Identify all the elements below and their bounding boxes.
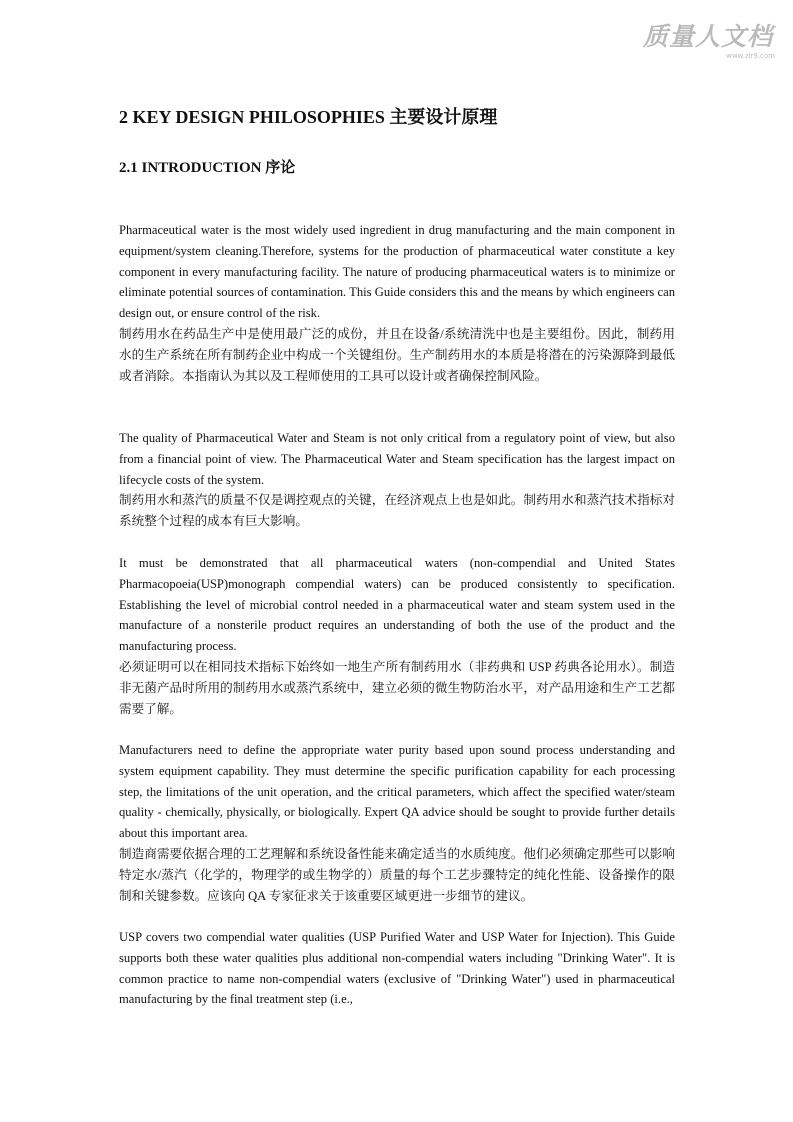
paragraph-5-english: USP covers two compendial water qualities (USP Purified Water and USP Water for Injection). This Guide supports both these water qualities plus additional non-compendial waters including "Drinking Water". It is common practice to name non-compendial waters (exclusive of "Drinking Water") used in pharmaceutical manufacturing by the final treatment step (i.e., — [119, 930, 675, 1007]
paragraph-3 — [119, 553, 675, 719]
section-title: 2 KEY DESIGN PHILOSOPHIES 主要设计原理 — [119, 107, 498, 127]
watermark-logo — [643, 22, 781, 68]
paragraph-1-english: Pharmaceutical water is the most widely used ingredient in drug manufacturing and the main component in equipment/system cleaning.Therefore, systems for the production of pharmaceutical water constitute a key component in every manufacturing facility. The nature of producing pharmaceutical waters is to minimize or eliminate potential sources of contamination. This Guide considers this and the means by which engineers can design out, or ensure control of the risk. — [119, 223, 675, 321]
paragraph-1 — [119, 220, 675, 386]
paragraph-4-english: Manufacturers need to define the appropriate water purity based upon sound process understanding and system equipment capability. They must determine the specific purification capability for each processing step, the limitations of the unit operation, and the critical parameters, which affect the specified water/steam quality - chemically, physically, or biologically. Expert QA advice should be sought to provide further details about this important area. — [119, 743, 675, 841]
watermark-site: www.zlr9.com — [726, 52, 775, 60]
paragraph-2-chinese: 制药用水和蒸汽的质量不仅是调控观点的关键，在经济观点上也是如此。制药用水和蒸汽技术指标对系统整个过程的成本有巨大影响。 — [119, 493, 675, 529]
subsection-title: 2.1 INTRODUCTION 序论 — [119, 160, 296, 176]
paragraph-4 — [119, 740, 675, 906]
paragraph-5 — [119, 927, 675, 1010]
paragraph-2 — [119, 428, 675, 532]
paragraph-3-english: It must be demonstrated that all pharmaceutical waters (non-compendial and United States Pharmacopoeia(USP)monograph compendial waters) can be produced consistently to specification. Establishing the level of microbial control needed in a pharmaceutical water and steam system used in the manufacture of a nonsterile product requires an understanding of both the use of the product and the manufacturing process. — [119, 556, 675, 654]
watermark-brand: 质量人文档 — [643, 22, 774, 51]
paragraph-2-english: The quality of Pharmaceutical Water and Steam is not only critical from a regulatory point of view, but also from a financial point of view. The Pharmaceutical Water and Steam specification has the largest impact on lifecycle costs of the system. — [119, 431, 675, 487]
paragraph-1-chinese: 制药用水在药品生产中是使用最广泛的成份，并且在设备/系统清洗中也是主要组份。因此，制药用水的生产系统在所有制药企业中构成一个关键组份。生产制药用水的本质是将潜在的污染源降到最低或者消除。本指南认为其以及工程师使用的工具可以设计或者确保控制风险。 — [119, 326, 675, 383]
paragraph-3-chinese: 必须证明可以在相同技术指标下始终如一地生产所有制药用水（非药典和 USP 药典各论用水）。制造非无菌产品时所用的制药用水或蒸汽系统中，建立必须的微生物防治水平，对产品用途和生产工艺都需要了解。 — [119, 659, 675, 716]
paragraph-4-chinese: 制造商需要依据合理的工艺理解和系统设备性能来确定适当的水质纯度。他们必须确定那些可以影响特定水/蒸汽（化学的，物理学的或生物学的）质量的每个工艺步骤特定的纯化性能、设备操作的限制和关键参数。应该向 QA 专家征求关于该重要区域更进一步细节的建议。 — [119, 846, 675, 903]
